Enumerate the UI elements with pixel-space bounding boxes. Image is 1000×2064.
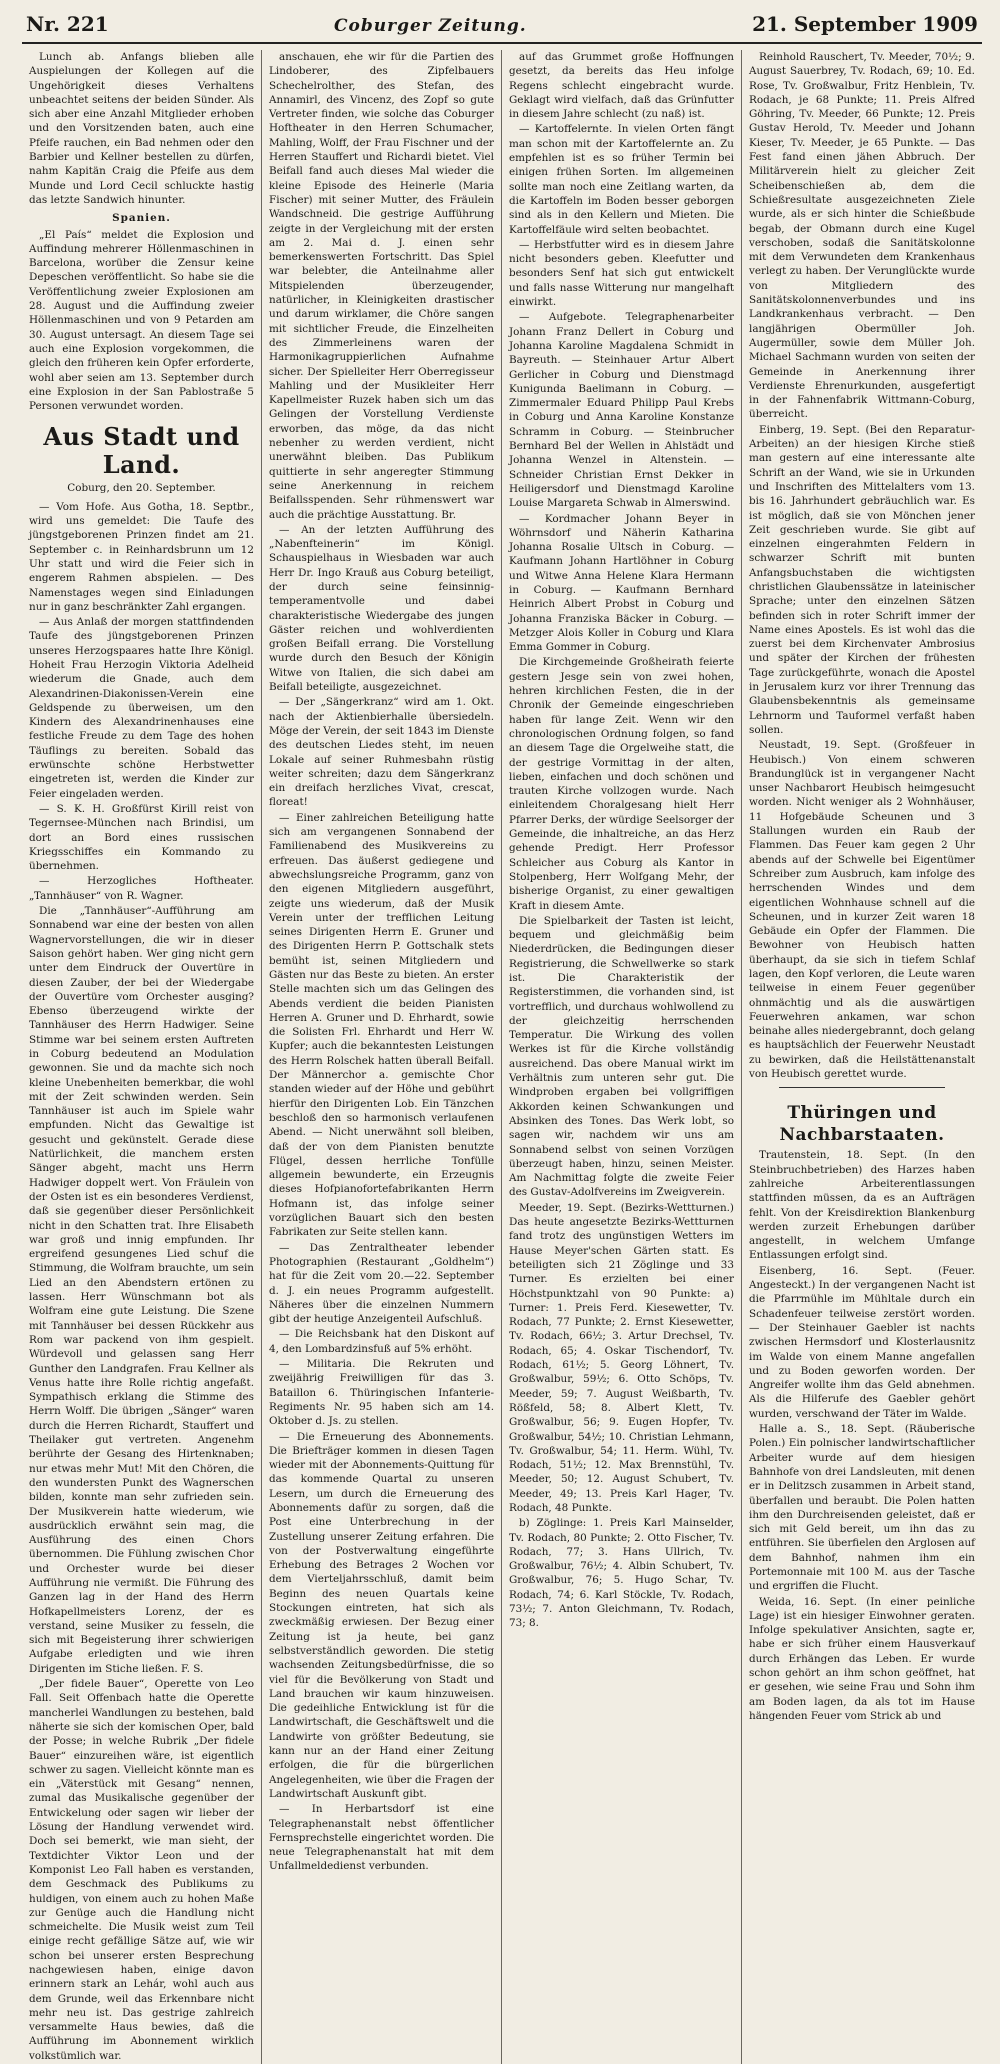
article-paragraph: „El País“ meldet die Explosion und Auffindung mehrerer Höllenmaschinen in Barcelona, worüber die Zensur keine Depeschen veröffentlicht. So habe sie die Veröffentlichung zweier Explosionen am 28. August und die Auffindung zweier Höllenmaschinen und von 9 Petarden am 30. August untersagt. An diesem Tage sei auch eine Explosion vorgekommen, die gleich den früheren kein Opfer erforderte, wohl aber seien am 13. September durch eine Explosion in der San Pablostraße 5 Personen verwundet worden.: [29, 228, 254, 413]
article-paragraph: — S. K. H. Großfürst Kirill reist von Tegernsee-München nach Brindisi, um dort an Bord eines russischen Kriegsschiffes ein Kommando zu übernehmen.: [29, 802, 254, 873]
article-paragraph: — Kordmacher Johann Beyer in Wöhrnsdorf und Näherin Katharina Johanna Rosalie Ultsch in Coburg. — Kaufmann Johann Hartlöhner in Coburg und Witwe Anna Helene Klara Hermann in Coburg. — Kaufmann Bernhard Heinrich Albert Probst in Coburg und Johanna Franziska Bäcker in Coburg. — Metzger Alois Koller in Coburg und Klara Emma Gommer in Coburg.: [509, 512, 734, 654]
dateline: Coburg, den 20. September.: [67, 482, 216, 495]
article-paragraph: — An der letzten Aufführung des „Nabenfteinerin“ im Königl. Schauspielhaus in Wiesbaden war auch Herr Dr. Ingo Krauß aus Coburg beteiligt, der durch seine feinsinnig-temperamentvolle und dabei charakteristische Wiedergabe des jungen Gäster reichen und wohlverdienten großen Beifall errang. Die Vorstellung wurde durch den Besuch der Königin Witwe von Italien, die sich dabei am Beifall beteiligte, ausgezeichnet.: [269, 523, 494, 694]
article-paragraph: Neustadt, 19. Sept. (Großfeuer in Heubisch.) Von einem schweren Brandunglück ist in vergangener Nacht unser Nachbarort Heubisch heimgesucht worden. Nicht weniger als 2 Wohnhäuser, 11 Hofgebäude Scheunen und 3 Stallungen wurden ein Raub der Flammen. Das Feuer kam gegen 2 Uhr abends auf der Schwelle bei Eigentümer Schreiber zum Ausbruch, kam infolge des herrschenden Windes und dem eigentlichen Wohnhause schnell auf die Scheunen, und in kurzer Zeit waren 18 Gebäude ein Opfer der Flammen. Die Bewohner von Heubisch hatten überhaupt, da sie sich in tiefem Schlaf lagen, den Kopf verloren, die Leute waren teilweise in einem Feuer gegenüber ohnmächtig und als die auswärtigen Feuerwehren ankamen, war schon beinahe alles niedergebrannt, doch gelang es hauptsächlich der Feuerwehr Neustadt zu bewirken, daß die Heilstättenanstalt von Heubisch gerettet wurde.: [749, 739, 975, 1081]
column-3: [502, 50, 742, 2064]
article-paragraph: Weida, 16. Sept. (In einer peinliche Lage) ist ein hiesiger Einwohner geraten. Infolge spekulativer Ansichten, sagte er, habe er sich früher einem Hausverkauf durch Erhängen das Leben. Er wurde schon gehört an ihm schon geöffnet, hat er gesehen, wie seine Frau und Sohn ihm am Boden lagen, da als tot im Hause hängenden Feuer vom Strick ab und: [749, 1595, 975, 1722]
article-paragraph: — Aufgebote. Telegraphenarbeiter Johann Franz Dellert in Coburg und Johanna Karoline Magdalena Schmidt in Bayreuth. — Steinhauer Artur Albert Gerlicher in Coburg und Dienstmagd Kunigunda Baelimann in Coburg. — Zimmermaler Eduard Philipp Paul Krebs in Coburg und Anna Karoline Konstanze Schramm in Coburg. — Steinbrucher Bernhard Bel der Wellen in Ahlstädt und Johanna Wenzel in Altenstein. — Schneider Christian Ernst Dekker in Heiligersdorf und Dienstmagd Karoline Louise Margareta Schwab in Almerswind.: [509, 311, 734, 510]
article-paragraph: Trautenstein, 18. Sept. (In den Steinbruchbetrieben) des Harzes haben zahlreiche Arbeiterentlassungen stattfinden müssen, da es an Aufträgen fehlt. Von der Kreisdirektion Blankenburg werden zurzeit Erhebungen darüber angestellt, in welchem Umfange Entlassungen erfolgt sind.: [749, 1149, 975, 1262]
masthead: [22, 10, 982, 44]
article-paragraph: „Der fidele Bauer“, Operette von Leo Fall. Seit Offenbach hatte die Operette mancherlei Wandlungen zu bestehen, bald näherte sie sich der komischen Oper, bald der Posse; in welche Rubrik „Der fidele Bauer“ einzureihen wäre, ist eigentlich schwer zu sagen. Vielleicht könnte man es ein „Väterstück mit Gesang“ nennen, zumal das Musikalische gegenüber der Entwickelung oder sagen wir lieber der Lösung der Handlung verwendet wird. Doch sei bemerkt, wie man sieht, der Textdichter Viktor Leon und der Komponist Leo Fall haben es verstanden, dem Geschmack des Publikums zu huldigen, von einem auch zu hohen Maße zur Genüge auch die Handlung nicht schmeichelte. Die Musik weist zum Teil einige recht gefällige Sätze auf, wie wir schon bei unserer ersten Besprechung nachgewiesen haben, einige davon erinnern stark an Lehár, wohl auch aus dem Grunde, weil das Erkennbare nicht mehr neu ist. Das gestrige zahlreich versammelte Haus bewies, daß die Aufführung im Abonnement wirklich volkstümlich war.: [29, 1678, 254, 2062]
column-2: [262, 50, 502, 2064]
issue-date: 21. September 1909: [752, 12, 978, 36]
article-paragraph: — Herzogliches Hoftheater. „Tannhäuser“ von R. Wagner.: [29, 875, 254, 902]
article-paragraph: — Der „Sängerkranz“ wird am 1. Okt. nach der Aktienbierhalle übersiedeln. Möge der Verein, der seit 1843 im Dienste des deutschen Liedes steht, im neuen Lokale auf seiner Ruhmesbahn rüstig weiter schreiten; dazu dem Sängerkranz ein dreifach herzliches Vivat, crescat, floreat!: [269, 696, 494, 809]
article-paragraph: Meeder, 19. Sept. (Bezirks-Wettturnen.) Das heute angesetzte Bezirks-Wettturnen fand trotz des ungünstigen Wetters im Hause Meyer'schen Gärten statt. Es beteiligten sich 21 Zöglinge und 33 Turner. Es erzielten bei einer Höchstpunktzahl von 90 Punkte: a) Turner: 1. Preis Ferd. Kiesewetter, Tv. Rodach, 77 Punkte; 2. Ernst Kiesewetter, Tv. Rodach, 66½; 3. Artur Drechsel, Tv. Rodach, 65; 4. Oskar Tischendorf, Tv. Rodach, 61½; 5. Georg Löhnert, Tv. Großwalbur, 59½; 6. Otto Schöps, Tv. Meeder, 59; 7. August Weißbarth, Tv. Rößfeld, 58; 8. Albert Klett, Tv. Großwalbur, 56; 9. Eugen Hopfer, Tv. Großwalbur, 54½; 10. Christian Lehmann, Tv. Großwalbur, 54; 11. Herm. Wühl, Tv. Rodach, 51½; 12. Max Brennstühl, Tv. Meeder, 50; 12. August Schubert, Tv. Meeder, 49; 13. Preis Karl Hager, Tv. Rodach, 48 Punkte.: [509, 1201, 734, 1514]
section-title-stadt-und-land: Aus Stadt und Land.: [43, 422, 240, 480]
article-paragraph: Die „Tannhäuser“-Aufführung am Sonnabend war eine der besten von allen Wagnervorstellungen, die wir in dieser Saison gehört haben. Wer ging nicht gern unter dem Eindruck der Ouvertüre in diesen Zauber, der bei der Wiedergabe der Ouvertüre vom Orchester ausging? Ebenso überzeugend wirkte der Tannhäuser des Herrn Hadwiger. Seine Stimme war bei seinem ersten Auftreten in Coburg bedeutend an Modulation gewonnen. Sie und da machte sich noch kleine Unebenheiten bemerkbar, die wohl mit der Zeit schwinden werden. Sein Tannhäuser ist auch im Spiele wahr empfunden. Nicht das Gewaltige ist gesucht und gekünstelt. Gerade diese Natürlichkeit, die manchem ersten Sänger abgeht, macht uns Herrn Hadwiger doppelt wert. Von Fräulein von der Osten ist es ein besonderes Verdienst, daß sie gegenüber dieser Persönlichkeit nicht in den Schatten trat. Ihre Elisabeth war groß und innig empfunden. Ihr ergreifend gesungenes Lied schuf die Stimmung, die Wolfram brauchte, um sein Lied an den Abendstern ertönen zu lassen. Herr Wünschmann bot als Wolfram eine gute Leistung. Die Szene mit Tannhäuser bei dessen Rückkehr aus Rom war packend von ihm gespielt. Würdevoll und gelassen sang Herr Gunther den Landgrafen. Frau Kellner als Venus hatte ihre Rolle richtig angefaßt. Sympathisch erklang die Stimme des Herrn Wolff. Die übrigen „Sänger“ waren durch die Herren Richardt, Stauffert und Theilaker gut vertreten. Angenehm berührte der Gesang des Hirtenknaben; nur etwas mehr Mut! Mit den Chören, die den wundersten Punkt des Wagnerschen bilden, konnte man sehr zufrieden sein. Der Musikverein hatte wiederum, wie ausdrücklich erwähnt sein mag, die Ausführung des einen Chors übernommen. Die Fühlung zwischen Chor und Orchester wurde bei dieser Aufführung nie vermißt. Die Führung des Ganzen lag in der Hand des Herrn Hofkapellmeisters Lorenz, der es verstand, seine Musiker zu fesseln, die sich mit Begeisterung ihrer schwierigen Aufgabe erledigten und wie ihren Dirigenten im Stiche ließen. F. S.: [29, 905, 254, 1675]
article-paragraph: Eisenberg, 16. Sept. (Feuer. Angesteckt.) In der vergangenen Nacht ist die Pfarrmühle im Mühltale durch ein Schadenfeuer teilweise zerstört worden. — Der Steinhauer Gaebler ist nachts zwischen Hermsdorf und Klosterlausnitz im Walde von einem Manne angefallen und zu Boden geworfen worden. Der Angreifer wollte ihm das Geld abnehmen. Als die Hilferufe des Gaebler gehört wurden, verschwand der Täter im Walde.: [749, 1264, 975, 1420]
article-paragraph: — Herbstfutter wird es in diesem Jahre nicht besonders geben. Kleefutter und besonders Senf hat sich gut entwickelt und falls nasse Witterung nur mangelhaft einwirkt.: [509, 238, 734, 309]
newspaper-title: Coburger Zeitung.: [334, 16, 527, 36]
column-1: [22, 50, 262, 2064]
article-paragraph: Einberg, 19. Sept. (Bei den Reparatur-Arbeiten) an der hiesigen Kirche stieß man gestern auf eine interessante alte Schrift an der Wand, wie sie in Urkunden und Inschriften des Mittelalters vom 13. bis 16. Jahrhundert gebräuchlich war. Es ist möglich, daß sie von Mönchen jener Zeit geschrieben wurde. Sie gibt auf einzelnen eingerahmten Feldern in schwarzer Schrift mit bunten Anfangsbuchstaben die wichtigsten christlichen Glaubenssätze in lateinischer Sprache; unter den einzelnen Sätzen befinden sich in roter Schrift immer der Name eines Apostels. Es ist wohl das die zuerst bei dem Kirchenvater Ambrosius und später der Kirchen der frühesten Tage zurückgeführte, wonach die Apostel in Jerusalem kurz vor ihrer Trennung das Glaubensbekenntnis als gemeinsame Lehrnorm und Tauformel verfaßt haben sollen.: [749, 423, 975, 736]
article-paragraph: b) Zöglinge: 1. Preis Karl Mainselder, Tv. Rodach, 80 Punkte; 2. Otto Fischer, Tv. Rodach, 77; 3. Hans Ullrich, Tv. Großwalbur, 76½; 4. Albin Schubert, Tv. Großwalbur, 76; 5. Hugo Schar, Tv. Rodach, 74; 6. Karl Stöckle, Tv. Rodach, 73½; 7. Anton Gleichmann, Tv. Rodach, 73; 8.: [509, 1517, 734, 1630]
article-paragraph: — Das Zentraltheater lebender Photographien (Restaurant „Goldhelm“) hat für die Zeit vom 20.—22. September d. J. ein neues Programm aufgestellt. Näheres über die einzelnen Nummern gibt der heutige Anzeigenteil Aufschluß.: [269, 1241, 494, 1326]
text-columns: [22, 50, 982, 2062]
article-paragraph: — In Herbartsdorf ist eine Telegraphenanstalt nebst öffentlicher Fernsprechstelle eingerichtet worden. Die neue Telegraphenanstalt hat mit dem Unfallmeldedienst verbunden.: [269, 1803, 494, 1873]
article-paragraph: Lunch ab. Anfangs blieben alle Auspielungen der Kollegen auf die Ungehörigkeit dieses Verhaltens unbeachtet seitens der beiden Sünder. Als sich aber eine Anzahl Mitglieder erhoben und den Vorsitzenden baten, auch eine Pfeife rauchen, ein Bad nehmen oder den Barbier und Kellner bestellen zu dürfen, nahm Kapitän Craig die Pfeife aus dem Munde und Lord Cecil schluckte hastig das letzte Sandwich hinunter.: [29, 51, 254, 206]
article-heading-spanien: Spanien.: [112, 212, 171, 225]
article-paragraph: — Militaria. Die Rekruten und zweijährig Freiwilligen für das 3. Bataillon 6. Thüringischen Infanterie-Regiments Nr. 95 haben sich am 14. Oktober d. Js. zu stellen.: [269, 1358, 494, 1428]
article-paragraph: Die Spielbarkeit der Tasten ist leicht, bequem und gleichmäßig beim Niederdrücken, die Bedingungen dieser Registrierung, die Schwellwerke so stark ist. Die Charakteristik der Registerstimmen, die vorhanden sind, ist vortrefflich, und durchaus wohlwollend zu der gleichzeitig herrschenden Temperatur. Die Wirkung des vollen Werkes ist für die Kirche vollständig ausreichend. Das obere Manual wirkt im Verhältnis zum unteren sehr gut. Die Windproben ergaben bei vollgriffigen Akkorden keinen Schwankungen und Absinken des Tones. Das Werk lobt, so sagen wir, nachdem wir uns am Sonnabend selbst von seinen Vorzügen überzeugt haben, hinzu, seinen Meister. Am Nachmittag folgte die zweite Feier des Gustav-Adolfvereins im Zweigverein.: [509, 914, 734, 1199]
article-paragraph: Die Kirchgemeinde Großheirath feierte gestern Jesge sein von zwei hohen, hehren kirchlichen Festen, die in der Chronik der Gemeinde eingeschrieben haben für lange Zeit. Wenn wir den chronologischen Ordnung folgen, so fand an diesem Tage die Orgelweihe statt, die der gestrige Vormittag in der alten, lieben, einfachen und doch schönen und trauten Kirche vollzogen wurde. Nach einleitendem Choralgesang hielt Herr Pfarrer Derks, der würdige Seelsorger der Gemeinde, die inhaltreiche, an das Herz gehende Predigt. Herr Professor Schleicher aus Coburg als Kantor in Stolpenberg, Herr Wolfgang Mehr, der bisherige Organist, zu einer gewaltigen Kraft in diesem Amte.: [509, 656, 734, 912]
section-title-thueringen: Thüringen und Nachbarstaaten.: [779, 1103, 945, 1146]
article-paragraph: — Kartoffelernte. In vielen Orten fängt man schon mit der Kartoffelernte an. Zu empfehlen ist es so früher Termin bei einigen frühen Sorten. Im allgemeinen sollte man noch eine Zeitlang warten, da die Kartoffeln im Boden besser geborgen sind als in den Kellern und Mieten. Die Kartoffelfäule wird selten beobachtet.: [509, 123, 734, 236]
article-paragraph: — Die Erneuerung des Abonnements. Die Briefträger kommen in diesen Tagen wieder mit der Abonnements-Quittung für das kommende Quartal zu unseren Lesern, um durch die Erneuerung des Abonnements dafür zu sorgen, daß die Post eine Unterbrechung in der Zustellung unserer Zeitung erfahren. Die von der Postverwaltung eingeführte Erhebung des Betrages 2 Wochen vor dem Vierteljahrsschluß, damit beim Beginn des neuen Quartals keine Stockungen eintreten, hat sich als zweckmäßig erwiesen. Der Bezug einer Zeitung ist ja heute, bei ganz selbstverständlich geworden. Die stetig wachsenden Zeitungsbedürfnisse, die so viel für die Bevölkerung von Stadt und Land brauchen wir kaum hinzuweisen. Die gedeihliche Entwicklung ist für die Landwirtschaft, die Geschäftswelt und die Landwirte von größter Bedeutung, sie kann nur an der Hand einer Zeitung erfolgen, die für die bürgerlichen Angelegenheiten, wie über die Fragen der Landwirtschaft Auskunft gibt.: [269, 1430, 494, 1800]
column-4: [742, 50, 982, 2064]
article-paragraph: — Die Reichsbank hat den Diskont auf 4, den Lombardzinsfuß auf 5% erhöht.: [269, 1328, 494, 1355]
article-paragraph: auf das Grummet große Hoffnungen gesetzt, da bereits das Heu infolge Regens schlecht eingebracht wurde. Geklagt wird vielfach, daß das Grünfutter in diesem Jahre schlecht (zu naß) ist.: [509, 51, 734, 121]
issue-number: Nr. 221: [26, 12, 109, 36]
article-paragraph: — Aus Anlaß der morgen stattfindenden Taufe des jüngstgeborenen Prinzen unseres Herzogspaares hatte Ihre Königl. Hoheit Frau Herzogin Viktoria Adelheid wiederum die Gnade, auch dem Alexandrinen-Diakonissen-Verein eine Geldspende zu überweisen, um den Kindern des Alexandrinenhauses eine festliche Freude zu dem Tage des hohen Täuflings zu bereiten. Sobald das erwünschte schöne Herbstwetter eingetreten ist, werden die Kinder zur Feier eingeladen werden.: [29, 616, 254, 800]
article-paragraph: anschauen, ehe wir für die Partien des Lindoberer, des Zipfelbauers Schechelrolther, des Stefan, des Annamirl, des Vincenz, des Zopf so gute Vertreter finden, wie solche das Coburger Hoftheater in den Herren Schumacher, Mahling, Wolff, der Frau Fischner und der Herren Stauffert und Richardi bietet. Viel Beifall fand auch dieses Mal wieder die kleine Episode des Heinerle (Maria Fischer) mit seiner Mutter, des Fräulein Wandschneid. Die gestrige Aufführung zeigte in der Vergleichung mit der ersten am 2. Mai d. J. einen sehr bemerkenswerten Fortschritt. Das Spiel war belebter, die Anteilnahme aller Mitspielenden überzeugender, natürlicher, in Kleinigkeiten drastischer und darum wirklamer, die Chöre sangen mit sichtlicher Freude, die Einzelheiten des Zimmerleinens waren der Harmonikagruppierlichen Aufnahme sicher. Der Spielleiter Herr Oberregisseur Mahling und der Musikleiter Herr Kapellmeister Ruzek haben sich um das Gelingen der Vorstellung Verdienste erworben, das möge, da das nicht nebenher zu werden verdient, nicht unerwähnt bleiben. Das Publikum quittierte in sehr angeregter Stimmung seine Anerkennung in reichem Beifallsspenden. Sehr rühmenswert war auch die prächtige Ausstattung. Br.: [269, 51, 494, 521]
article-paragraph: — Einer zahlreichen Beteiligung hatte sich am vergangenen Sonnabend der Familienabend des Musikvereins zu erfreuen. Das äußerst gediegene und abwechslungsreiche Programm, ganz von den eigenen Mitgliedern ausgeführt, zeigte uns wiederum, daß der Musik Verein unter der trefflichen Leitung seines Dirigenten Herrn E. Gruner und des Dirigenten Herrn P. Gottschalk stets bemüht ist, seinen Mitgliedern und Gästen nur das Beste zu bieten. An erster Stelle machten sich um das Gelingen des Abends verdient die beiden Pianisten Herren A. Gruner und D. Ehrhardt, sowie die Solisten Frl. Ehrhardt und Herr W. Kupfer; auch die bekanntesten Leistungen des Herrn Rolschek hatten überall Beifall. Der Männerchor a. gemischte Chor standen wieder auf der Höhe und gebührt hierfür den Dirigenten Lob. Ein Tänzchen beschloß den so harmonisch verlaufenen Abend. — Nicht unerwähnt soll bleiben, daß der von dem Pianisten benutzte Flügel, dessen herrliche Tonfülle allgemein bewunderte, ein Erzeugnis dieses Hofpianofortefabrikanten Herrn Hofmann ist, das infolge seiner vorzüglichen Bauart sich den besten Fabrikaten zur Seite stellen kann.: [269, 811, 494, 1239]
article-paragraph: Halle a. S., 18. Sept. (Räuberische Polen.) Ein polnischer landwirtschaftlicher Arbeiter wurde auf dem hiesigen Bahnhofe von drei Landsleuten, mit denen er in Delitzsch zusammen in Arbeit stand, überfallen und beraubt. Die Polen hatten ihm den Durchreisenden geleistet, daß er sich mit Geld bereit, um ihn das zu entführen. Sie überfielen den Arglosen auf dem Bahnhof, nahmen ihm ein Portemonnaie mit 100 M. aus der Tasche und ergriffen die Flucht.: [749, 1423, 975, 1593]
section-divider: [779, 1087, 945, 1088]
article-paragraph: — Vom Hofe. Aus Gotha, 18. Septbr., wird uns gemeldet: Die Taufe des jüngstgeborenen Prinzen findet am 21. September c. in Reinhardsbrunn um 12 Uhr statt und wird die Feier sich in engerem Rahmen abspielen. — Des Namenstages wegen sind Einladungen nur in ganz beschränkter Zahl ergangen.: [29, 500, 254, 613]
article-paragraph: Reinhold Rauschert, Tv. Meeder, 70½; 9. August Sauerbrey, Tv. Rodach, 69; 10. Ed. Rose, Tv. Großwalbur, Fritz Henblein, Tv. Rodach, je 68 Punkte; 11. Preis Alfred Göhring, Tv. Meeder, 66 Punkte; 12. Preis Gustav Herold, Tv. Meeder und Johann Kieser, Tv. Meeder, je 65 Punkte. — Das Fest fand einen jähen Abbruch. Der Militärverein hielt zu gleicher Zeit Scheibenschießen ab, dem die Schießresultate ausgezeichneten Ziele wurde, als er sich hinter die Schießbude begab, der Obmann durch eine Kugel verschoben, sodaß die Sanitätskolonne mit dem Verwundeten dem Krankenhaus verlegt zu haben. Der Verunglückte wurde von Mitgliedern des Sanitätskolonnenverbundes und ins Landkrankenhaus verbracht. — Den langjährigen Obermüller Joh. Augermüller, sowie dem Müller Joh. Michael Sachmann wurden von seiten der Gemeinde in Anerkennung ihrer Verdienste Ehrenurkunden, ausgefertigt in der Fahnenfabrik Wittmann-Coburg, überreicht.: [749, 51, 975, 421]
